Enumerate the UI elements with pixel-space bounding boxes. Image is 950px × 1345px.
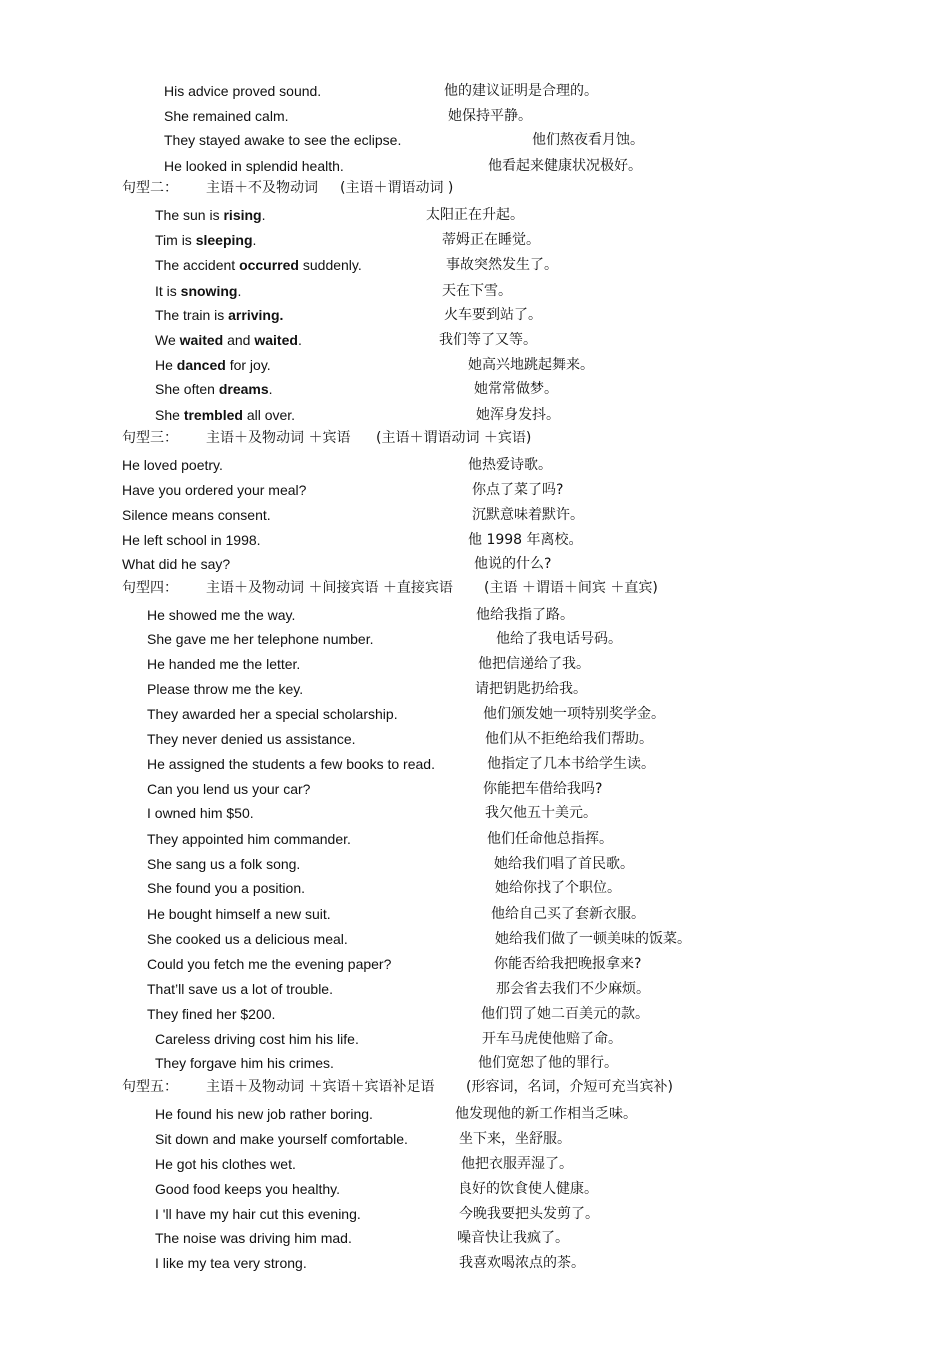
sentence-en: What did he say? — [122, 556, 231, 572]
sentence-en: Sit down and make yourself comfortable. — [155, 1131, 408, 1147]
pattern-formula: 主语＋及物动词 ＋宾语 — [206, 430, 351, 446]
pattern-formula: 主语＋及物动词 ＋间接宾语 ＋直接宾语 — [206, 580, 453, 596]
sentence-en: She trembled all over. — [155, 407, 296, 423]
sentence-en: I like my tea very strong. — [155, 1255, 307, 1271]
sentence-en: Good food keeps you healthy. — [155, 1181, 340, 1197]
sentence-zh: 她给我们做了一顿美味的饭菜。 — [495, 931, 691, 947]
sentence-en: They appointed him commander. — [147, 831, 351, 847]
pattern-5-heading — [122, 1078, 722, 1096]
verb: danced — [176, 357, 226, 373]
sentence-zh: 她给我们唱了首民歌。 — [494, 856, 634, 872]
sentence-en: Silence means consent. — [122, 507, 271, 523]
sentence-en: He loved poetry. — [122, 457, 223, 473]
pattern-label: 句型五： — [122, 1079, 178, 1095]
sentence-zh: 火车要到站了。 — [444, 307, 542, 323]
sentence-en: He got his clothes wet. — [155, 1156, 296, 1172]
sentence-zh: 她保持平静。 — [448, 108, 532, 124]
sentence-zh: 他把信递给了我。 — [478, 656, 590, 672]
sentence-zh: 她常常做梦。 — [474, 381, 558, 397]
pattern-2-heading — [122, 179, 522, 197]
pattern-formula: 主语＋不及物动词 — [206, 180, 318, 196]
sentence-zh: 我欠他五十美元。 — [485, 805, 597, 821]
sentence-en: I 'll have my hair cut this evening. — [155, 1206, 361, 1222]
sentence-en: Careless driving cost him his life. — [155, 1031, 359, 1047]
sentence-zh: 你点了菜了吗? — [472, 482, 564, 498]
sentence-en: Tim is sleeping. — [155, 232, 257, 248]
sentence-en: That’ll save us a lot of trouble. — [147, 981, 333, 997]
sentence-en: She found you a position. — [147, 880, 306, 896]
pattern-label: 句型四： — [122, 580, 178, 596]
sentence-zh: 他发现他的新工作相当乏味。 — [455, 1106, 637, 1122]
sentence-en: She often dreams. — [155, 381, 273, 397]
sentence-en: They stayed awake to see the eclipse. — [164, 132, 402, 148]
sentence-zh: 我们等了又等。 — [439, 332, 537, 348]
sentence-en: It is snowing. — [155, 283, 242, 299]
pattern-label: 句型二： — [122, 180, 178, 196]
sentence-zh: 沉默意味着默许。 — [472, 507, 584, 523]
sentence-en: Have you ordered your meal? — [122, 482, 307, 498]
sentence-zh: 请把钥匙扔给我。 — [475, 681, 587, 697]
verb: occurred — [239, 257, 299, 273]
sentence-en: Can you lend us your car? — [147, 781, 311, 797]
verb: trembled — [183, 407, 243, 423]
sentence-zh: 她高兴地跳起舞来。 — [468, 357, 594, 373]
sentence-zh: 他给自己买了套新衣服。 — [491, 906, 645, 922]
sentence-en: He found his new job rather boring. — [155, 1106, 373, 1122]
pattern-note: (主语 ＋谓语＋间宾 ＋直宾) — [484, 580, 658, 596]
verb: sleeping — [195, 232, 253, 248]
sentence-zh: 事故突然发生了。 — [446, 257, 558, 273]
pattern-label: 句型三： — [122, 430, 178, 446]
sentence-en: The sun is rising. — [155, 207, 266, 223]
verb: snowing — [180, 283, 238, 299]
sentence-zh: 她浑身发抖。 — [476, 407, 560, 423]
sentence-en: She sang us a folk song. — [147, 856, 301, 872]
sentence-zh: 坐下来，坐舒服。 — [459, 1131, 571, 1147]
sentence-en: Could you fetch me the evening paper? — [147, 956, 392, 972]
sentence-zh: 蒂姆正在睡觉。 — [442, 232, 540, 248]
verb: waited — [179, 332, 224, 348]
sentence-en: The noise was driving him mad. — [155, 1230, 352, 1246]
sentence-en: He left school in 1998. — [122, 532, 261, 548]
sentence-en: They never denied us assistance. — [147, 731, 356, 747]
sentence-zh: 他们任命他总指挥。 — [487, 831, 613, 847]
sentence-en: She remained calm. — [164, 108, 289, 124]
sentence-en: He showed me the way. — [147, 607, 296, 623]
pattern-formula: 主语＋及物动词 ＋宾语＋宾语补足语 — [206, 1079, 435, 1095]
sentence-en: They forgave him his crimes. — [155, 1055, 334, 1071]
sentence-en: They fined her $200. — [147, 1006, 276, 1022]
sentence-zh: 他给了我电话号码。 — [496, 631, 622, 647]
sentence-zh: 他的建议证明是合理的。 — [444, 83, 598, 99]
sentence-zh: 天在下雪。 — [442, 283, 512, 299]
sentence-en: He handed me the letter. — [147, 656, 301, 672]
sentence-zh: 他看起来健康状况极好。 — [488, 158, 642, 174]
sentence-zh: 你能否给我把晚报拿来? — [494, 956, 642, 972]
sentence-zh: 他们熬夜看月蚀。 — [532, 132, 644, 148]
sentence-en: I owned him $50. — [147, 805, 254, 821]
sentence-en: They awarded her a special scholarship. — [147, 706, 398, 722]
verb: arriving. — [228, 307, 284, 323]
sentence-zh: 他指定了几本书给学生读。 — [487, 756, 655, 772]
sentence-zh: 那会省去我们不少麻烦。 — [496, 981, 650, 997]
sentence-zh: 他们罚了她二百美元的款。 — [481, 1006, 649, 1022]
pattern-note: (主语＋谓语动词 ) — [340, 180, 454, 196]
sentence-zh: 他说的什么? — [474, 556, 552, 572]
sentence-zh: 他把衣服弄湿了。 — [461, 1156, 573, 1172]
sentence-zh: 他给我指了路。 — [476, 607, 574, 623]
sentence-en: She cooked us a delicious meal. — [147, 931, 348, 947]
verb: dreams — [218, 381, 269, 397]
verb: waited — [254, 332, 298, 348]
sentence-zh: 今晚我要把头发剪了。 — [459, 1206, 599, 1222]
sentence-en: We waited and waited. — [155, 332, 302, 348]
sentence-zh: 他 1998 年离校。 — [468, 532, 583, 548]
sentence-en: Please throw me the key. — [147, 681, 304, 697]
sentence-en: The accident occurred suddenly. — [155, 257, 362, 273]
sentence-en: He danced for joy. — [155, 357, 271, 373]
pattern-3-heading — [122, 429, 582, 447]
sentence-zh: 她给你找了个职位。 — [495, 880, 621, 896]
sentence-zh: 你能把车借给我吗? — [483, 781, 603, 797]
sentence-en: He looked in splendid health. — [164, 158, 344, 174]
sentence-zh: 噪音快让我疯了。 — [457, 1230, 569, 1246]
sentence-zh: 太阳正在升起。 — [426, 207, 524, 223]
sentence-zh: 开车马虎使他赔了命。 — [482, 1031, 622, 1047]
pattern-note: (主语＋谓语动词 ＋宾语) — [376, 430, 532, 446]
sentence-en: He assigned the students a few books to read. — [147, 756, 435, 772]
sentence-zh: 我喜欢喝浓点的茶。 — [459, 1255, 585, 1271]
verb: rising — [223, 207, 262, 223]
sentence-en: The train is arriving. — [155, 307, 284, 323]
sentence-zh: 他们颁发她一项特别奖学金。 — [483, 706, 665, 722]
pattern-note: (形容词，名词，介短可充当宾补) — [466, 1079, 673, 1095]
sentence-zh: 他热爱诗歌。 — [468, 457, 552, 473]
pattern-4-heading — [122, 579, 682, 597]
sentence-en: She gave me her telephone number. — [147, 631, 374, 647]
sentence-en: He bought himself a new suit. — [147, 906, 331, 922]
sentence-zh: 他们宽恕了他的罪行。 — [478, 1055, 618, 1071]
sentence-en: His advice proved sound. — [164, 83, 322, 99]
sentence-zh: 良好的饮食使人健康。 — [458, 1181, 598, 1197]
sentence-zh: 他们从不拒绝给我们帮助。 — [485, 731, 653, 747]
